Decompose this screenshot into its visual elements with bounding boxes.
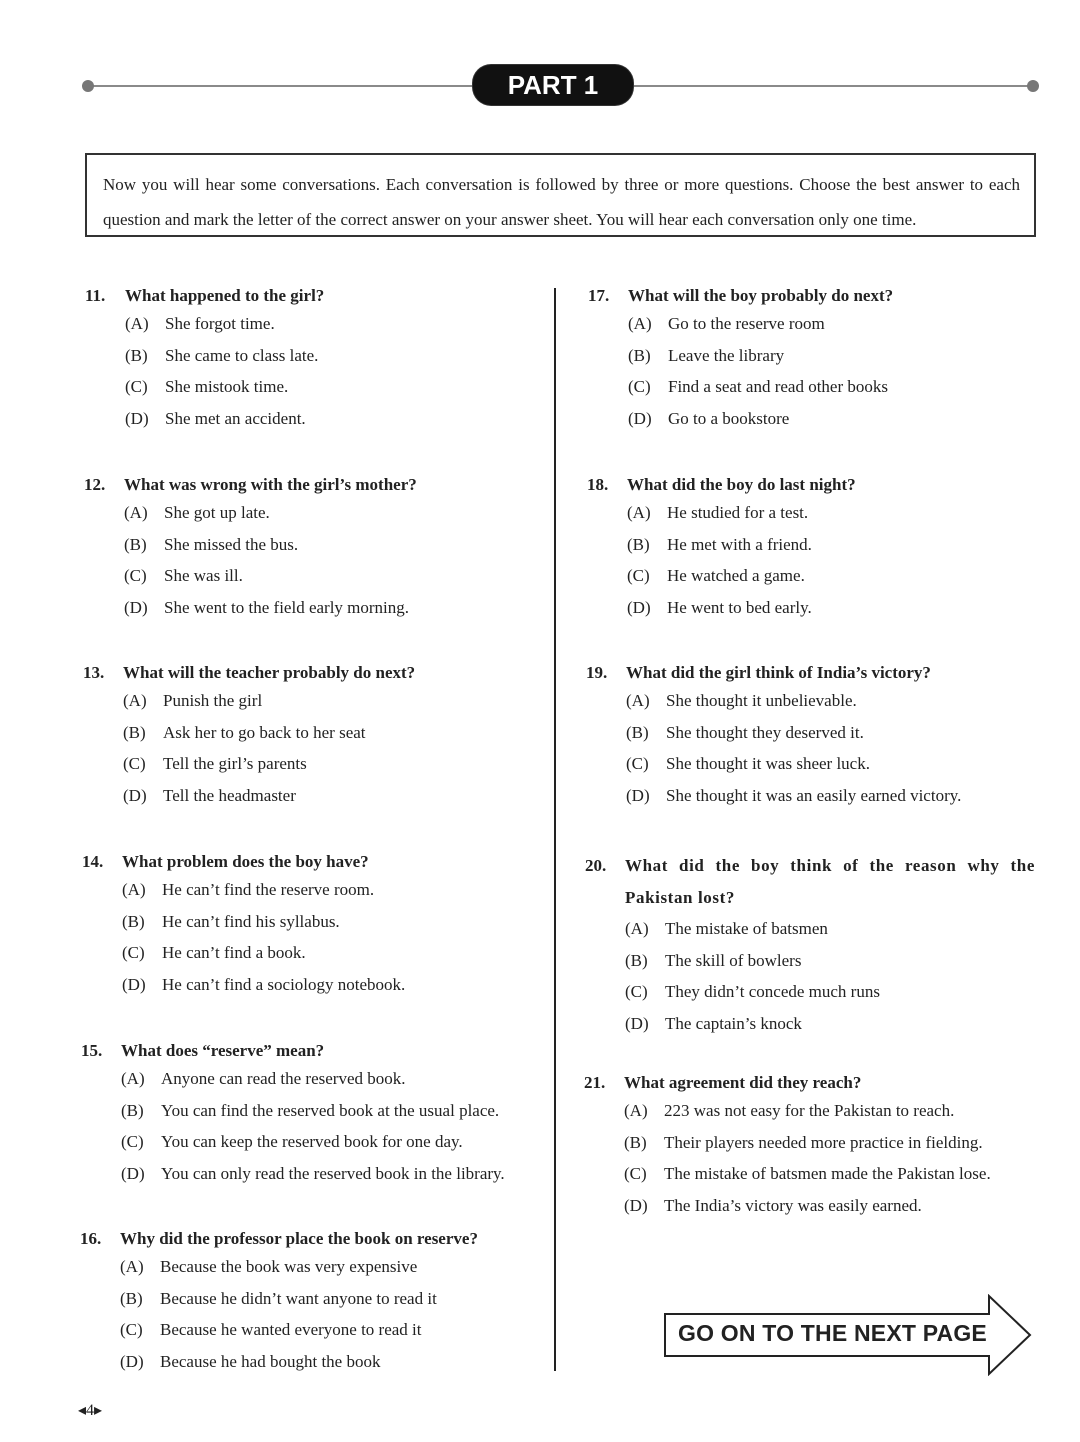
option-a[interactable]: (A) He studied for a test.	[627, 503, 809, 522]
question-number: 14.	[82, 852, 104, 871]
question-text: What does “reserve” mean?	[121, 1041, 325, 1060]
option-d[interactable]: (D) You can only read the reserved book in the library.	[121, 1163, 505, 1183]
option-d[interactable]: (D) Go to a bookstore	[628, 408, 790, 428]
question-number: 20.	[585, 856, 607, 875]
instructions-box: Now you will hear some conversations. Each conversation is followed by three or more questions. Choose the best answer to each question and mark the letter of the correct answer on your answer sheet. You will hear each conversation only one time.	[85, 153, 1036, 237]
question-14	[82, 850, 405, 1000]
question-text: What agreement did they reach?	[624, 1073, 862, 1092]
part-title-badge: PART 1	[473, 65, 633, 105]
header-dot-right	[1027, 80, 1039, 92]
option-a[interactable]: (A) He can’t find the reserve room.	[122, 880, 375, 899]
option-a[interactable]: (A) Punish the girl	[123, 691, 263, 710]
question-number: 15.	[81, 1041, 103, 1060]
option-b[interactable]: (B) He can’t find his syllabus.	[122, 911, 340, 931]
question-text: What did the girl think of India’s victory?	[626, 663, 931, 682]
question-text: What will the teacher probably do next?	[123, 663, 416, 682]
option-c[interactable]: (C) He can’t find a book.	[122, 943, 306, 962]
question-12	[84, 473, 417, 623]
question-text: What will the boy probably do next?	[628, 286, 894, 305]
question-17	[588, 284, 893, 434]
option-b[interactable]: (B) He met with a friend.	[627, 534, 812, 554]
header-dot-left	[82, 80, 94, 92]
question-19	[586, 661, 961, 811]
option-c[interactable]: (C) You can keep the reserved book for one day.	[121, 1132, 463, 1151]
question-text: Why did the professor place the book on reserve?	[120, 1229, 478, 1248]
option-d[interactable]: (D) Tell the headmaster	[123, 785, 296, 805]
option-b[interactable]: (B) She missed the bus.	[124, 534, 299, 554]
go-next-page-arrow[interactable]	[664, 1294, 1034, 1376]
option-b[interactable]: (B) Leave the library	[628, 345, 785, 365]
question-21	[584, 1071, 991, 1221]
option-c[interactable]: (C) Because he wanted everyone to read it	[120, 1320, 422, 1339]
option-b[interactable]: (B) You can find the reserved book at the usual place.	[121, 1100, 500, 1120]
question-number: 16.	[80, 1229, 102, 1248]
option-d[interactable]: (D) She met an accident.	[125, 408, 306, 428]
question-number: 19.	[586, 663, 608, 682]
question-number: 11.	[85, 286, 106, 305]
option-a[interactable]: (A) She forgot time.	[125, 314, 275, 333]
question-text: What happened to the girl?	[125, 286, 325, 305]
option-a[interactable]: (A) Go to the reserve room	[628, 314, 825, 333]
question-number: 18.	[587, 475, 609, 494]
option-b[interactable]: (B) Ask her to go back to her seat	[123, 722, 366, 742]
question-11	[85, 284, 324, 434]
question-number: 17.	[588, 286, 610, 305]
option-d[interactable]: (D) She thought it was an easily earned victory.	[626, 785, 962, 805]
option-c[interactable]: (C) She thought it was sheer luck.	[626, 754, 870, 773]
option-b[interactable]: (B) Their players needed more practice in fielding.	[624, 1132, 983, 1152]
question-text: What was wrong with the girl’s mother?	[124, 475, 417, 494]
option-a[interactable]: (A) Anyone can read the reserved book.	[121, 1069, 406, 1088]
option-c[interactable]: (C) She mistook time.	[125, 377, 289, 396]
option-a[interactable]: (A) The mistake of batsmen	[625, 919, 828, 938]
option-c[interactable]: (C) The mistake of batsmen made the Pakistan lose.	[624, 1164, 991, 1183]
option-b[interactable]: (B) She thought they deserved it.	[626, 722, 864, 742]
question-number: 13.	[83, 663, 105, 682]
option-d[interactable]: (D) She went to the field early morning.	[124, 597, 410, 617]
go-next-label: GO ON TO THE NEXT PAGE	[678, 1320, 987, 1346]
option-c[interactable]: (C) She was ill.	[124, 566, 243, 585]
option-a[interactable]: (A) She got up late.	[124, 503, 270, 522]
option-c[interactable]: (C) He watched a game.	[627, 566, 805, 585]
question-text: What did the boy do last night?	[627, 475, 856, 494]
option-a[interactable]: (A) She thought it unbelievable.	[626, 691, 857, 710]
option-d[interactable]: (D) The captain’s knock	[625, 1013, 802, 1033]
option-b[interactable]: (B) The skill of bowlers	[625, 950, 802, 970]
page-number: ◂4▸	[78, 1402, 103, 1419]
question-15	[81, 1039, 505, 1189]
question-13	[83, 661, 415, 811]
option-d[interactable]: (D) He went to bed early.	[627, 597, 812, 617]
option-b[interactable]: (B) She came to class late.	[125, 345, 319, 365]
question-number: 12.	[84, 475, 106, 494]
question-16	[80, 1227, 478, 1377]
question-text: What problem does the boy have?	[122, 852, 369, 871]
question-number: 21.	[584, 1073, 606, 1092]
option-a[interactable]: (A) 223 was not easy for the Pakistan to reach.	[624, 1101, 955, 1120]
option-d[interactable]: (D) He can’t find a sociology notebook.	[122, 974, 406, 994]
option-c[interactable]: (C) Tell the girl’s parents	[123, 754, 307, 773]
question-18	[587, 473, 856, 623]
option-d[interactable]: (D) Because he had bought the book	[120, 1351, 381, 1371]
column-divider	[554, 288, 556, 1371]
question-20	[585, 850, 1035, 1039]
option-c[interactable]: (C) Find a seat and read other books	[628, 377, 888, 396]
option-b[interactable]: (B) Because he didn’t want anyone to read it	[120, 1288, 437, 1308]
option-a[interactable]: (A) Because the book was very expensive	[120, 1257, 418, 1276]
question-text: What did the boy think of the reason why the Pakistan lost?	[625, 856, 1035, 907]
option-c[interactable]: (C) They didn’t concede much runs	[625, 982, 880, 1001]
option-d[interactable]: (D) The India’s victory was easily earned.	[624, 1195, 922, 1215]
